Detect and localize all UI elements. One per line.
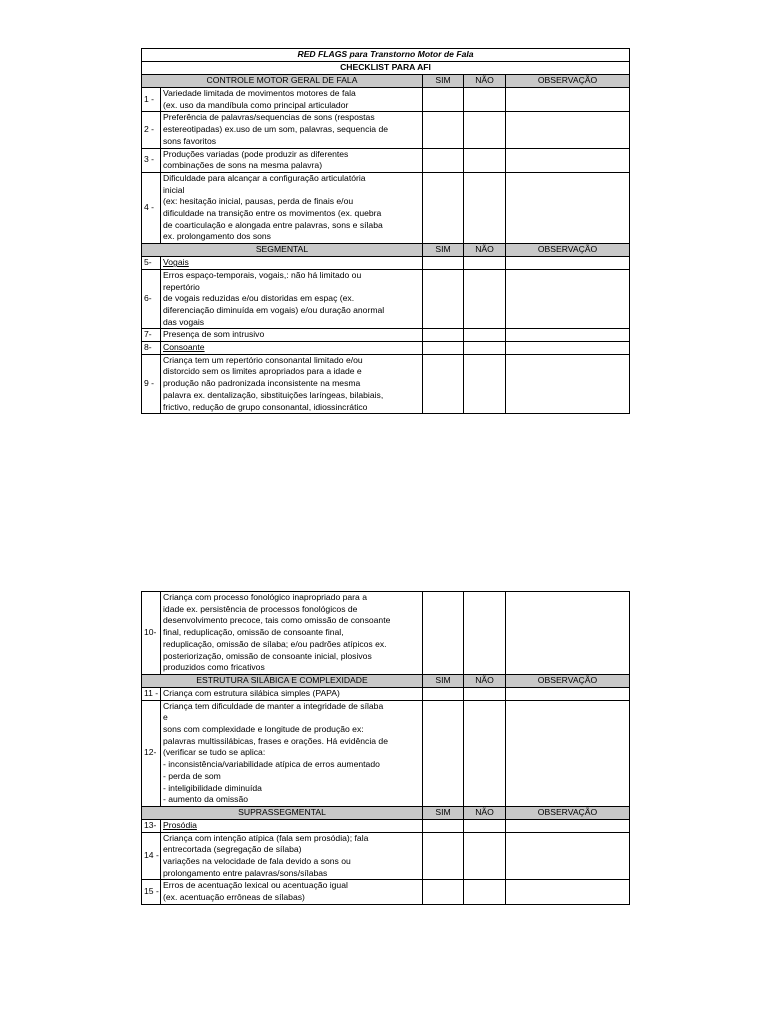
nao-cell[interactable] [464, 700, 506, 806]
checklist-row [142, 687, 630, 700]
checklist-row [142, 832, 630, 880]
observacao-cell[interactable] [506, 329, 630, 342]
checklist-row [142, 354, 630, 414]
col-nao-header: NÃO [464, 75, 506, 88]
col-nao-header: NÃO [464, 806, 506, 819]
nao-cell[interactable] [464, 88, 506, 112]
observacao-cell[interactable] [506, 257, 630, 270]
sim-cell[interactable] [423, 257, 464, 270]
item-description: Vogais [161, 257, 423, 270]
nao-cell[interactable] [464, 269, 506, 329]
observacao-cell[interactable] [506, 880, 630, 904]
item-number: 7- [142, 329, 161, 342]
checklist-subtitle: CHECKLIST PARA AFI [142, 62, 630, 75]
section-header-supra: SUPRASSEGMENTAL [142, 806, 423, 819]
section-header-controle: CONTROLE MOTOR GERAL DE FALA [142, 75, 423, 88]
section-header-estrutura: ESTRUTURA SILÁBICA E COMPLEXIDADE [142, 674, 423, 687]
sim-cell[interactable] [423, 112, 464, 148]
nao-cell[interactable] [464, 687, 506, 700]
sim-cell[interactable] [423, 148, 464, 172]
nao-cell[interactable] [464, 148, 506, 172]
item-description: Erros de acentuação lexical ou acentuação igual (ex. acentuação errôneas de sílabas) [161, 880, 423, 904]
item-number: 8- [142, 342, 161, 355]
observacao-cell[interactable] [506, 592, 630, 675]
checklist-table-page-1 [141, 48, 630, 414]
item-number: 12- [142, 700, 161, 806]
item-number: 1 - [142, 88, 161, 112]
sim-cell[interactable] [423, 354, 464, 414]
observacao-cell[interactable] [506, 112, 630, 148]
item-description: Presença de som intrusivo [161, 329, 423, 342]
sim-cell[interactable] [423, 832, 464, 880]
item-description: Criança tem dificuldade de manter a integridade de sílaba e sons com complexidade e longitude de produção ex: palavras multissilábicas, frases e orações. Há evidência de (verificar se tudo se aplica: - inconsistência/variabilidade atípica de erros aumentado - perda de som - inteligibilidade diminuída - aumento da omissão [161, 700, 423, 806]
nao-cell[interactable] [464, 257, 506, 270]
col-obs-header: OBSERVAÇÃO [506, 244, 630, 257]
item-number: 6- [142, 269, 161, 329]
item-number: 9 - [142, 354, 161, 414]
col-obs-header: OBSERVAÇÃO [506, 674, 630, 687]
checklist-row [142, 269, 630, 329]
nao-cell[interactable] [464, 832, 506, 880]
observacao-cell[interactable] [506, 700, 630, 806]
sim-cell[interactable] [423, 819, 464, 832]
col-obs-header: OBSERVAÇÃO [506, 75, 630, 88]
item-number: 4 - [142, 172, 161, 243]
checklist-row [142, 329, 630, 342]
checklist-row [142, 88, 630, 112]
col-sim-header: SIM [423, 75, 464, 88]
item-number: 11 - [142, 687, 161, 700]
nao-cell[interactable] [464, 819, 506, 832]
nao-cell[interactable] [464, 342, 506, 355]
sim-cell[interactable] [423, 88, 464, 112]
checklist-row [142, 257, 630, 270]
checklist-title: RED FLAGS para Transtorno Motor de Fala [142, 49, 630, 62]
checklist-row [142, 112, 630, 148]
observacao-cell[interactable] [506, 819, 630, 832]
item-number: 5- [142, 257, 161, 270]
observacao-cell[interactable] [506, 172, 630, 243]
item-description: Variedade limitada de movimentos motores de fala (ex. uso da mandíbula como principal articulador [161, 88, 423, 112]
col-nao-header: NÃO [464, 244, 506, 257]
item-description: Consoante [161, 342, 423, 355]
nao-cell[interactable] [464, 880, 506, 904]
checklist-row [142, 172, 630, 243]
col-sim-header: SIM [423, 244, 464, 257]
sim-cell[interactable] [423, 342, 464, 355]
sim-cell[interactable] [423, 329, 464, 342]
item-number: 14 - [142, 832, 161, 880]
observacao-cell[interactable] [506, 269, 630, 329]
checklist-table-page-2 [141, 591, 630, 905]
item-number: 2 - [142, 112, 161, 148]
item-description: Preferência de palavras/sequencias de sons (respostas estereotipadas) ex.uso de um som, palavras, sequencia de sons favoritos [161, 112, 423, 148]
observacao-cell[interactable] [506, 687, 630, 700]
item-description: Dificuldade para alcançar a configuração articulatória inicial (ex: hesitação inicial, pausas, perda de finais e/ou dificuldade na transição entre os movimentos (ex. quebra de coarticulação e alongada entre palavras, sons e sílaba ex. prolongamento dos sons [161, 172, 423, 243]
nao-cell[interactable] [464, 592, 506, 675]
sim-cell[interactable] [423, 687, 464, 700]
sim-cell[interactable] [423, 592, 464, 675]
nao-cell[interactable] [464, 329, 506, 342]
col-sim-header: SIM [423, 806, 464, 819]
checklist-row [142, 700, 630, 806]
observacao-cell[interactable] [506, 832, 630, 880]
observacao-cell[interactable] [506, 354, 630, 414]
nao-cell[interactable] [464, 112, 506, 148]
item-description: Criança com estrutura silábica simples (PAPA) [161, 687, 423, 700]
item-description: Criança tem um repertório consonantal limitado e/ou distorcido sem os limites apropriados para a idade e produção não padronizada inconsistente na mesma palavra ex. dentalização, sibstituições laríngeas, bilabiais, frictivo, redução de grupo consonantal, idiossincrático [161, 354, 423, 414]
observacao-cell[interactable] [506, 342, 630, 355]
item-description: Prosódia [161, 819, 423, 832]
checklist-row [142, 880, 630, 904]
sim-cell[interactable] [423, 269, 464, 329]
checklist-row [142, 592, 630, 675]
item-number: 10- [142, 592, 161, 675]
sim-cell[interactable] [423, 700, 464, 806]
item-number: 3 - [142, 148, 161, 172]
checklist-row [142, 819, 630, 832]
item-number: 13- [142, 819, 161, 832]
observacao-cell[interactable] [506, 88, 630, 112]
item-number: 15 - [142, 880, 161, 904]
col-nao-header: NÃO [464, 674, 506, 687]
nao-cell[interactable] [464, 354, 506, 414]
col-obs-header: OBSERVAÇÃO [506, 806, 630, 819]
item-description: Criança com intenção atípica (fala sem prosódia); fala entrecortada (segregação de sílaba) variações na velocidade de fala devido a sons ou prolongamento entre palavras/sons/sílabas [161, 832, 423, 880]
sim-cell[interactable] [423, 172, 464, 243]
col-sim-header: SIM [423, 674, 464, 687]
item-description: Criança com processo fonológico inapropriado para a idade ex. persistência de processos fonológicos de desenvolvimento precoce, tais como omissão de consoante final, reduplicação, omissão de consoante final, reduplicação, omissão de sílaba; e/ou padrões atípicos ex. posteriorização, omissão de consoante inicial, plosivos produzidos como fricativos [161, 592, 423, 675]
item-description: Erros espaço-temporais, vogais,: não há limitado ou repertório de vogais reduzidas e/ou distoridas em espaç (ex. diferenciação diminuída em vogais) e/ou duração anormal das vogais [161, 269, 423, 329]
observacao-cell[interactable] [506, 148, 630, 172]
item-description: Produções variadas (pode produzir as diferentes combinações de sons na mesma palavra) [161, 148, 423, 172]
nao-cell[interactable] [464, 172, 506, 243]
sim-cell[interactable] [423, 880, 464, 904]
section-header-segmental: SEGMENTAL [142, 244, 423, 257]
checklist-row [142, 148, 630, 172]
checklist-row [142, 342, 630, 355]
